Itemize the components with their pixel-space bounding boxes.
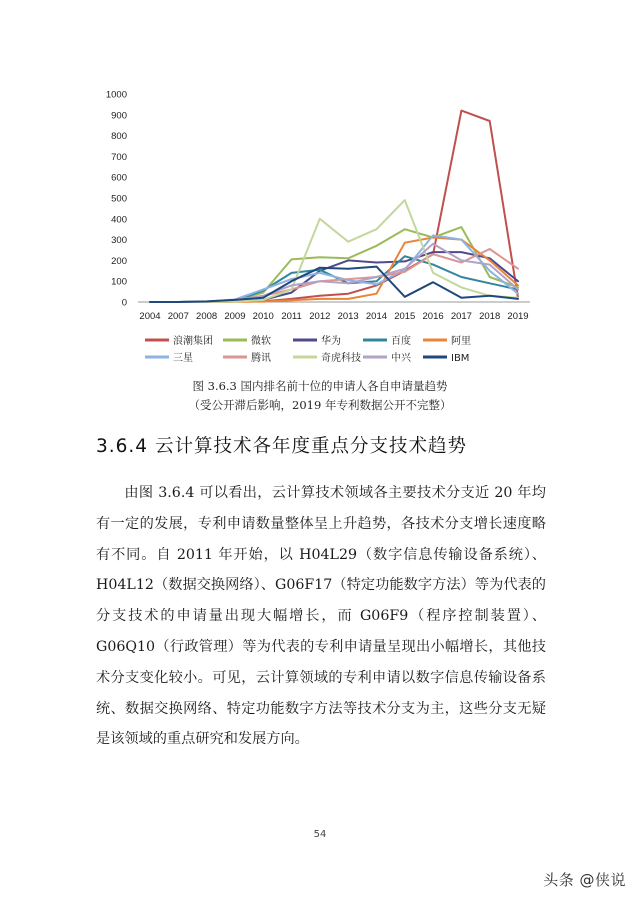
x-tick-label: 2010 [252,311,274,322]
legend-label: 奇虎科技 [321,353,361,364]
y-tick-label: 0 [121,297,127,309]
x-tick-label: 2014 [365,311,388,322]
series-line [150,267,518,302]
x-tick-label: 2018 [479,311,501,322]
series-line [150,200,518,302]
y-tick-label: 500 [111,193,127,205]
y-tick-label: 200 [111,255,127,267]
x-tick-label: 2004 [139,311,161,322]
body-paragraph: 由图 3.6.4 可以看出，云计算技术领域各主要技术分支近 20 年均有一定的发展，专利申请数量整体呈上升趋势，各技术分支增长速度略有不同。自 2011 年开始，以 H04L29（数字信息传输设备系统）、H04L12（数据交换网络）、G06F17（特定功能数字方法）等为代表的分支技术的申请量出现大幅增长，而 G06F9（程序控制装置）、G06Q10（行政管理）等为代表的专利申请量呈现出小幅增长，其他技术分支变化较小。可见，云计算领域的专利申请以数字信息传输设备系统、数据交换网络、特定功能数字方法等技术分支为主，这些分支无疑是该领域的重点研究和发展方向。 [96,485,546,748]
y-tick-label: 1000 [105,89,127,101]
section-heading: 3.6.4 云计算技术各年度重点分支技术趋势 [96,436,467,457]
legend-label: IBM [451,353,470,364]
x-tick-label: 2016 [422,311,444,322]
x-tick-label: 2015 [394,311,416,322]
x-tick-label: 2008 [196,311,218,322]
x-tick-label: 2011 [281,311,302,322]
legend-label: 中兴 [391,353,411,364]
figure-caption: 图 3.6.3 国内排名前十位的申请人各自申请量趋势 [192,379,448,393]
y-tick-label: 100 [111,276,127,288]
y-tick-label: 300 [111,235,127,247]
legend-label: 腾讯 [251,353,271,364]
line-chart [0,0,640,380]
x-tick-label: 2012 [309,311,331,322]
x-tick-label: 2007 [167,311,189,322]
y-tick-label: 900 [111,110,127,122]
y-tick-label: 600 [111,172,127,184]
legend-label: 浪潮集团 [173,336,213,347]
y-tick-label: 400 [111,214,127,226]
y-tick-label: 800 [111,131,127,143]
legend-label: 阿里 [451,336,471,347]
series-line [150,238,518,303]
legend-label: 三星 [173,353,193,364]
page-number: 54 [313,829,327,840]
series-line [150,111,518,302]
x-tick-label: 2017 [450,311,472,322]
x-tick-label: 2019 [507,311,529,322]
legend-label: 华为 [321,336,341,347]
y-tick-label: 700 [111,151,127,163]
x-tick-label: 2013 [337,311,359,322]
legend-label: 微软 [251,336,271,347]
watermark: 头条 @侠说 [543,871,626,889]
x-tick-label: 2009 [224,311,246,322]
legend-label: 百度 [391,336,411,347]
figure-caption-note: （受公开滞后影响，2019 年专利数据公开不完整） [188,398,452,412]
